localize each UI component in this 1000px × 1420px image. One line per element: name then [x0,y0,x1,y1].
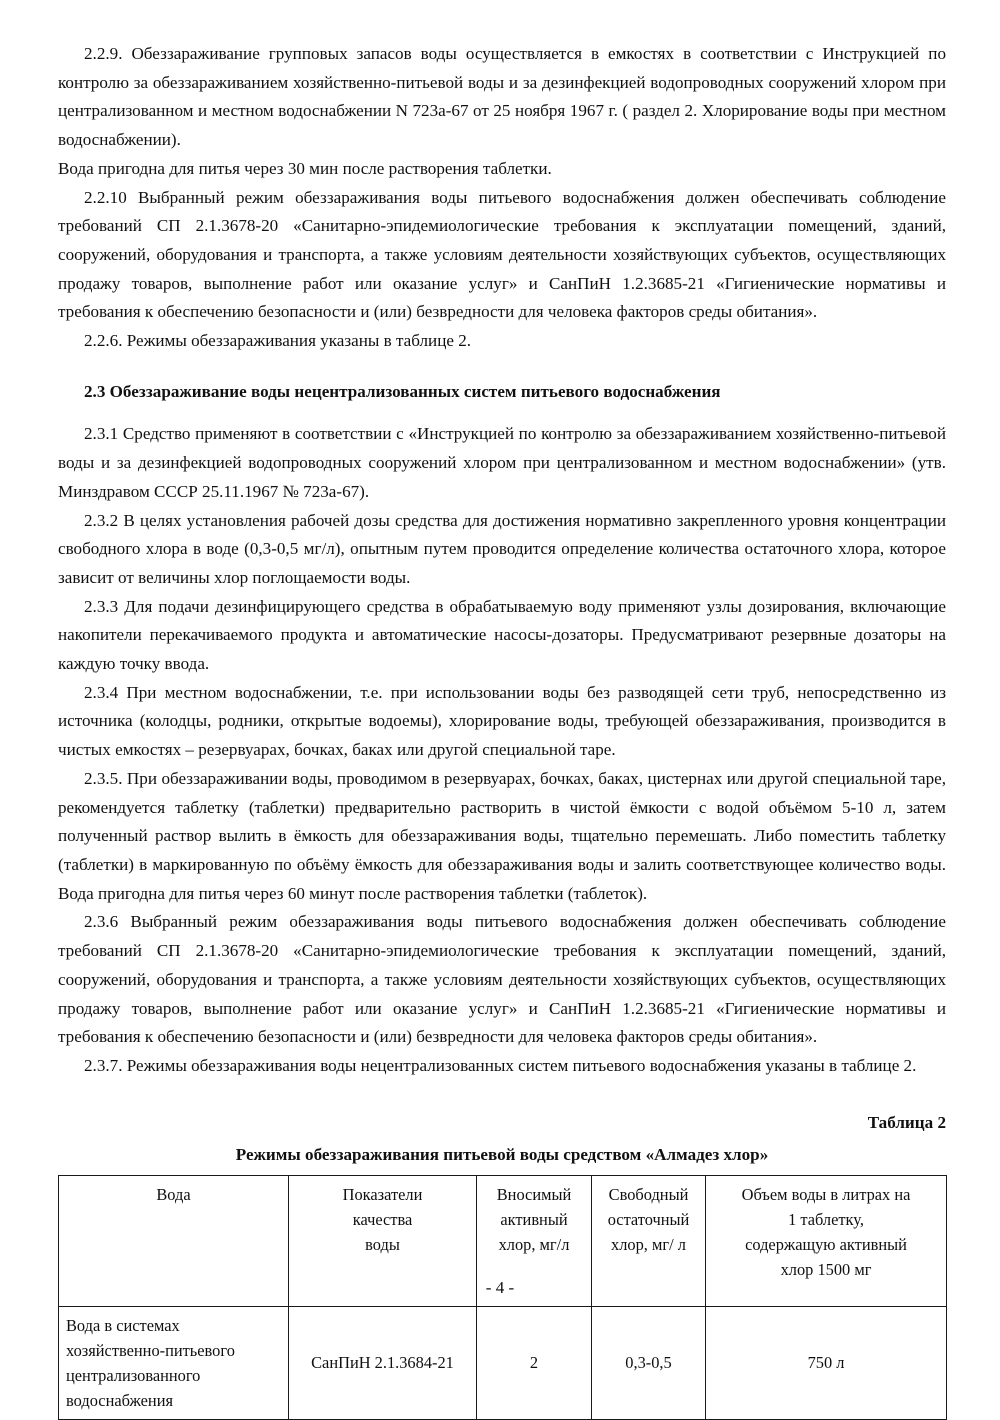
table-header-volume-line-4: хлор 1500 мг [780,1259,872,1279]
paragraph-potable-30min: Вода пригодна для питья через 30 мин после растворения таблетки. [58,158,552,178]
section-heading-2-3: 2.3 Обеззараживание воды нецентрализованных систем питьевого водоснабжения [84,381,721,401]
table-header-volume-line-3: содержащую активный [745,1234,907,1254]
paragraph-2-3-1: 2.3.1 Средство применяют в соответствии с «Инструкцией по контролю за обеззараживанием хозяйственно-питьевой воды и за дезинфекцией водопроводных сооружений хлором при централизованном и местном водоснабжении» (утв. Минздравом СССР 25.11.1967 № 723а-67). [58,424,946,501]
table-cell-quality-indicator: СанПиН 2.1.3684-21 [289,1306,477,1419]
paragraph-2-3-5: 2.3.5. При обеззараживании воды, проводимом в резервуарах, бочках, баках, цистернах или другой специальной таре, рекомендуется таблетку (таблетки) предварительно растворить в чистой ёмкости с водой объёмом 5-10 л, затем полученный раствор вылить в ёмкость для обеззараживания воды, тщательно перемешать. Либо поместить таблетку (таблетки) в маркированную по объёму ёмкость для обеззараживания воды и залить соответствующее количество воды. Вода пригодна для питья через 60 минут после растворения таблетки (таблеток). [58,768,946,903]
table-header-quality-line-2: качества [352,1209,413,1229]
table-cell-active-chlorine: 2 [477,1306,592,1419]
table-cell-water-line-3: централизованного [66,1365,201,1385]
table-header-residual-chlorine-line-2: остаточный [607,1209,690,1229]
page-footer [0,1278,1000,1298]
table-header-quality-line-3: воды [365,1234,400,1254]
table-header-quality-line-1: Показатели [342,1184,423,1204]
table-cell-water [59,1306,289,1419]
table-header-volume-line-2: 1 таблетку, [788,1209,864,1229]
paragraph-2-3-6: 2.3.6 Выбранный режим обеззараживания воды питьевого водоснабжения должен обеспечивать соблюдение требований СП 2.1.3678-20 «Санитарно-эпидемиологические требования к эксплуатации помещений, зданий, сооружений, оборудования и транспорта, а также условиям деятельности хозяйствующих субъектов, осуществляющих продажу товаров, выполнение работ или оказание услуг» и СанПиН 1.2.3685-21 «Гигиенические нормативы и требования к обеспечению безопасности и (или) безвредности для человека факторов среды обитания». [58,912,946,1047]
paragraph-2-2-6: 2.2.6. Режимы обеззараживания указаны в таблице 2. [84,331,472,351]
paragraph-2-3-3: 2.3.3 Для подачи дезинфицирующего средства в обрабатываемую воду применяют узлы дозирования, включающие накопители перекачиваемого продукта и автоматические насосы-дозаторы. Предусматривают резервные дозаторы на каждую точку ввода. [58,596,946,674]
table-header-volume-line-1: Объем воды в литрах на [741,1184,911,1204]
table-header-water-line-1: Вода [156,1184,191,1204]
table-header-active-chlorine-line-2: активный [500,1209,568,1229]
table-cell-water-line-2: хозяйственно-питьевого [66,1340,235,1360]
document-body [58,40,946,1420]
page-number: - 4 - [485,1278,515,1297]
paragraph-2-3-4: 2.3.4 При местном водоснабжении, т.е. при использовании воды без разводящей сети труб, непосредственно из источника (колодцы, родники, открытые водоемы), хлорирование воды, требующей обеззараживания, производится в чистых емкостях – резервуарах, бочках, баках или другой специальной таре. [58,682,946,760]
paragraph-2-2-10: 2.2.10 Выбранный режим обеззараживания воды питьевого водоснабжения должен обеспечивать соблюдение требований СП 2.1.3678-20 «Санитарно-эпидемиологические требования к эксплуатации помещений, зданий, сооружений, оборудования и транспорта, а также условиям деятельности хозяйствующих субъектов, осуществляющих продажу товаров, выполнение работ или оказание услуг» и СанПиН 1.2.3685-21 «Гигиенические нормативы и требования к обеспечению безопасности и (или) безвредности для человека факторов среды обитания». [58,187,946,322]
table-cell-water-line-1: Вода в системах [66,1315,180,1335]
table-row [59,1306,947,1419]
paragraph-2-3-2: 2.3.2 В целях установления рабочей дозы средства для достижения нормативно закрепленного уровня концентрации свободного хлора в воде (0,3-0,5 мг/л), опытным путем проводится определение количества остаточного хлора, которое зависит от величины хлор поглощаемости воды. [58,510,946,587]
table-label: Таблица 2 [867,1112,946,1132]
table-cell-volume: 750 л [706,1306,947,1419]
paragraph-2-2-9: 2.2.9. Обеззараживание групповых запасов воды осуществляется в емкостях в соответствии с Инструкцией по контролю за обеззараживанием хозяйственно-питьевой воды и за дезинфекцией водопроводных сооружений хлором при централизованном и местном водоснабжении N 723а-67 от 25 ноября 1967 г. ( раздел 2. Хлорирование воды при местном водоснабжении). [58,44,946,150]
table-header-residual-chlorine-line-1: Свободный [608,1184,689,1204]
table-caption: Режимы обеззараживания питьевой воды средством «Алмадез хлор» [235,1144,769,1164]
table-header-active-chlorine-line-1: Вносимый [496,1184,572,1204]
table-cell-residual-chlorine: 0,3-0,5 [592,1306,706,1419]
table-cell-water-line-4: водоснабжения [66,1390,174,1410]
paragraph-2-3-7: 2.3.7. Режимы обеззараживания воды нецентрализованных систем питьевого водоснабжения указаны в таблице 2. [84,1055,917,1075]
table-header-active-chlorine-line-3: хлор, мг/л [498,1234,570,1254]
table-header-residual-chlorine-line-3: хлор, мг/ л [611,1234,686,1254]
